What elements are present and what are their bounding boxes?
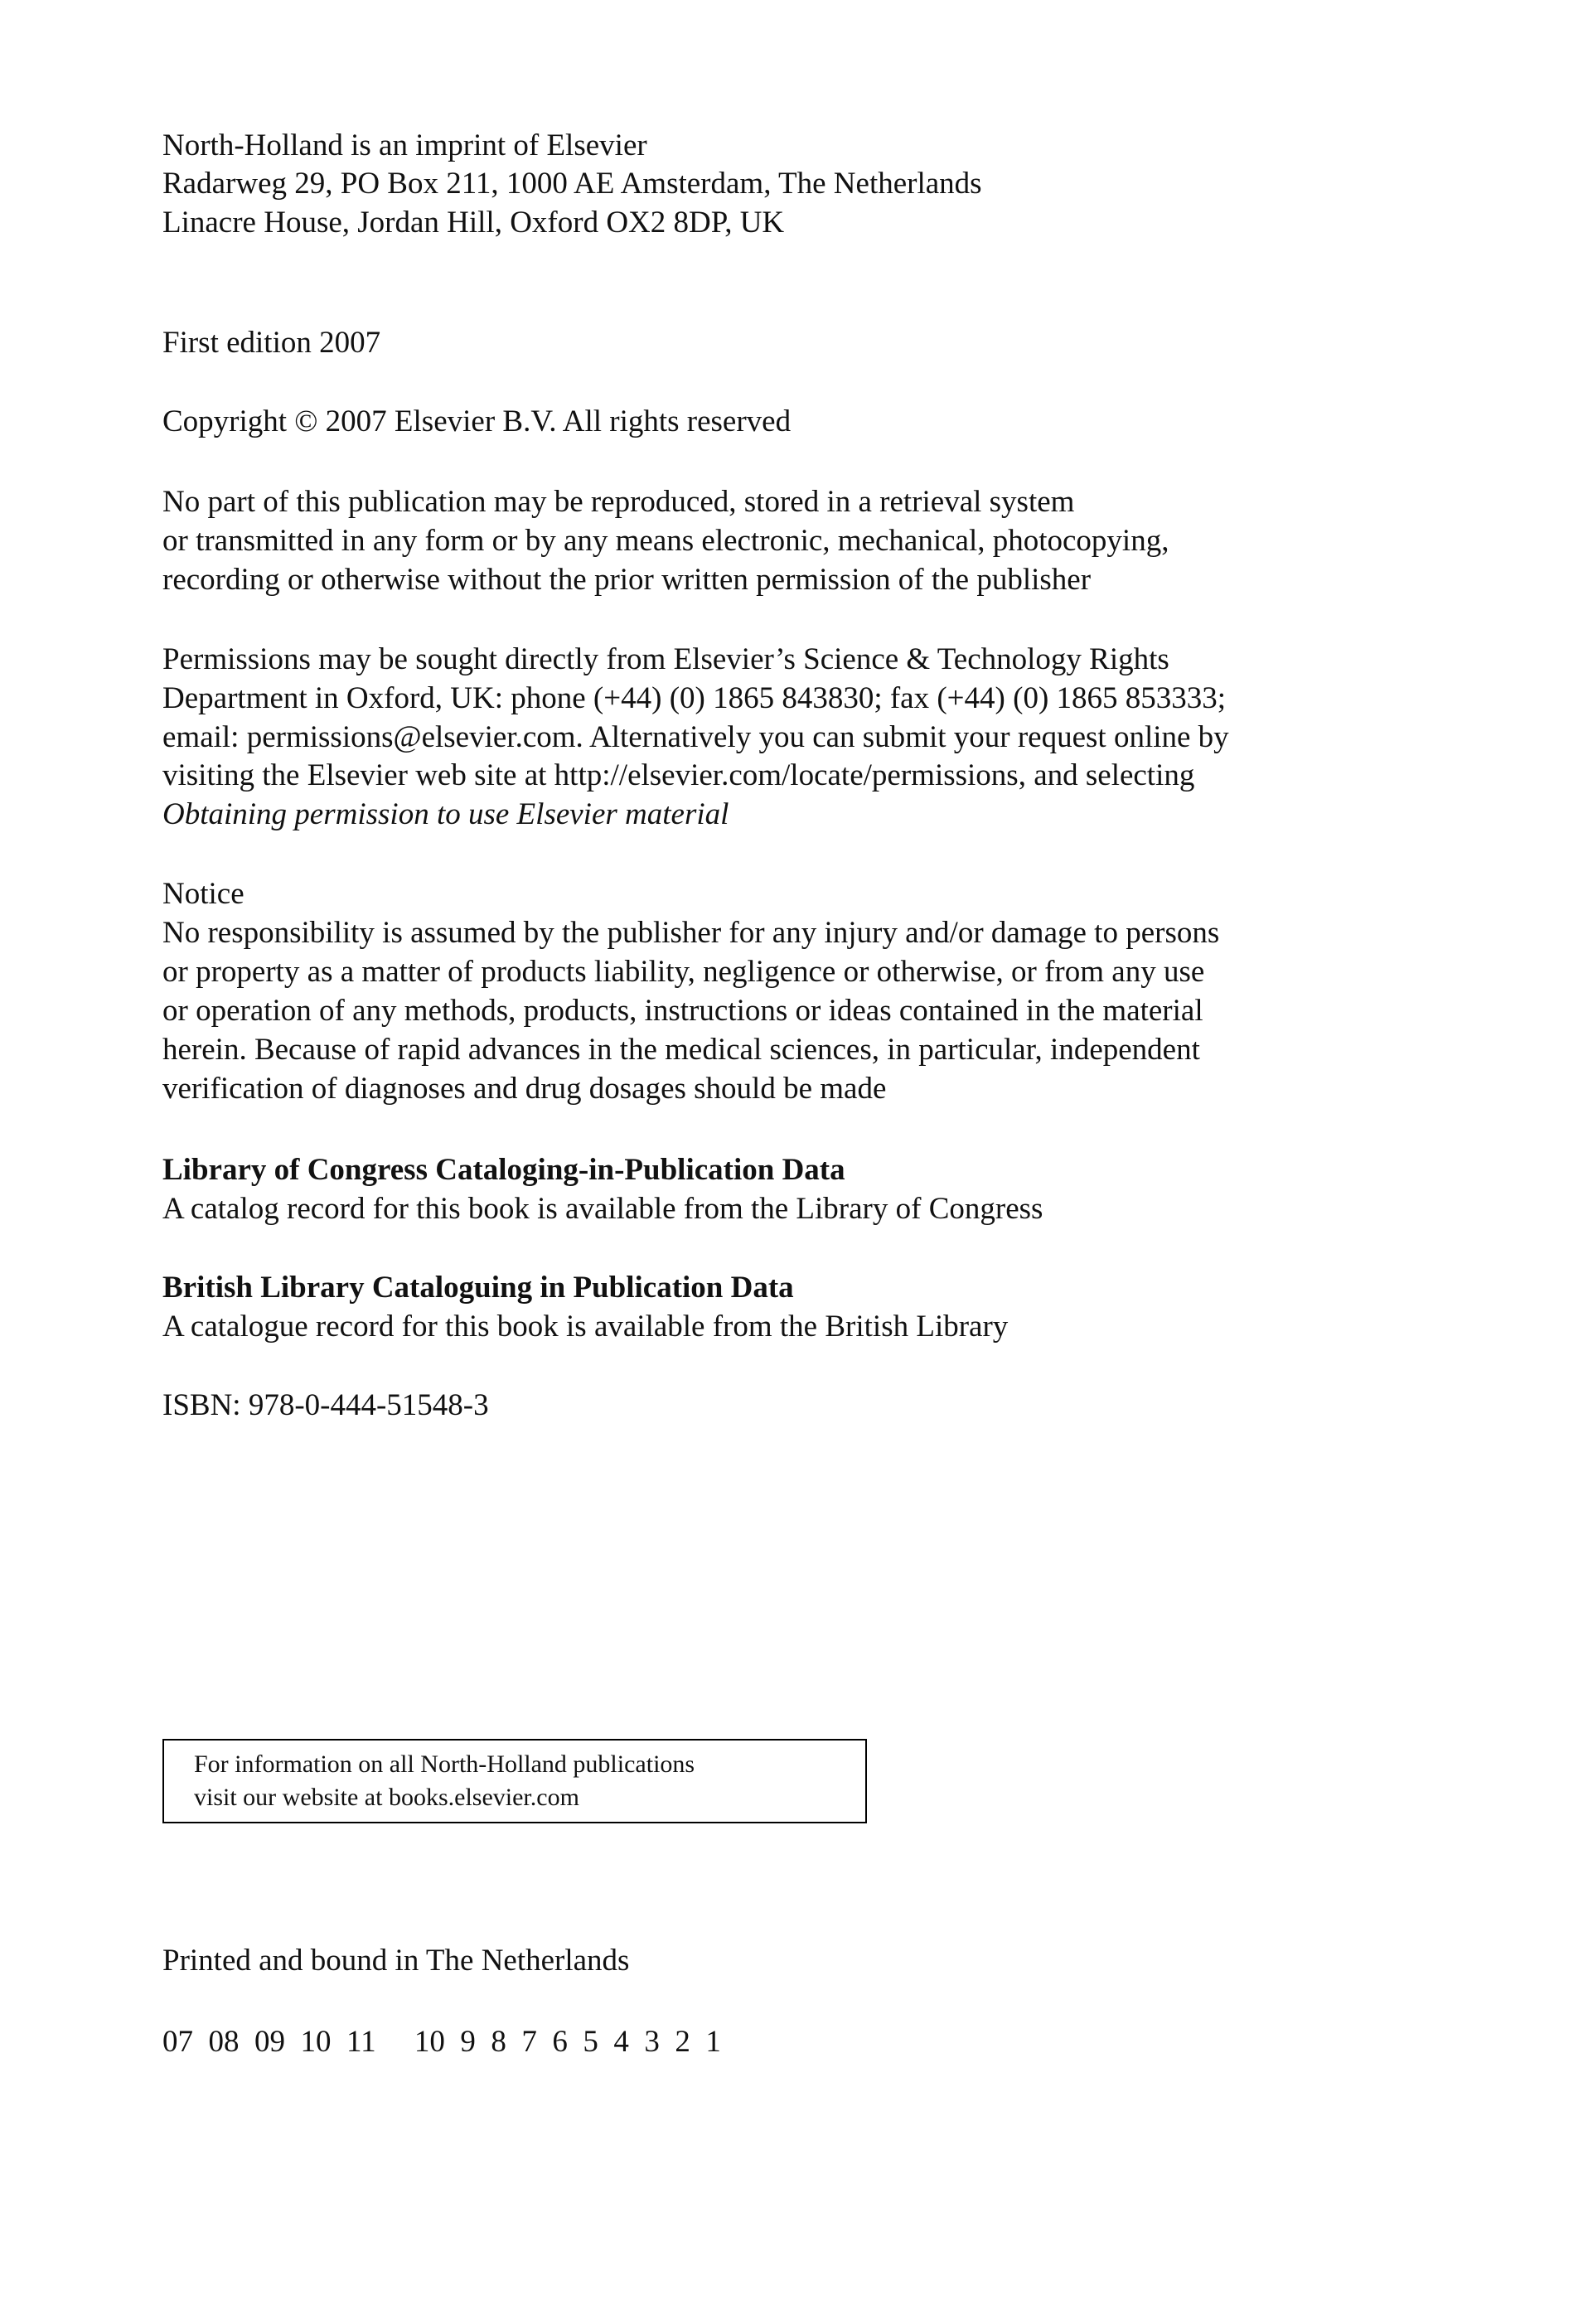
imprint-statement: North-Holland is an imprint of Elsevier (162, 128, 647, 162)
copyright-statement: Copyright © 2007 Elsevier B.V. All rights reserved (162, 404, 792, 438)
notice-heading: Notice (162, 877, 244, 911)
info-box (162, 1739, 867, 1823)
loc-heading: Library of Congress Cataloging-in-Publication Data (162, 1153, 845, 1187)
loc-text: A catalog record for this book is available from the Library of Congress (162, 1192, 1043, 1226)
permissions-line: visiting the Elsevier web site at http://elsevier.com/locate/permissions, and selecting (162, 758, 1195, 792)
reproduction-line: No part of this publication may be reproduced, stored in a retrieval system (162, 485, 1075, 519)
notice-line: herein. Because of rapid advances in the medical sciences, in particular, independent (162, 1033, 1200, 1067)
notice-line: or property as a matter of products liability, negligence or otherwise, or from any use (162, 955, 1205, 989)
edition-statement: First edition 2007 (162, 326, 381, 360)
permissions-line: Permissions may be sought directly from Elsevier’s Science & Technology Rights (162, 642, 1169, 676)
reproduction-line: or transmitted in any form or by any means electronic, mechanical, photocopying, (162, 524, 1169, 558)
permissions-line: email: permissions@elsevier.com. Alternatively you can submit your request online by (162, 720, 1229, 754)
bl-text: A catalogue record for this book is available from the British Library (162, 1310, 1009, 1344)
notice-line: verification of diagnoses and drug dosages should be made (162, 1072, 887, 1106)
notice-line: No responsibility is assumed by the publisher for any injury and/or damage to persons (162, 916, 1220, 950)
oxford-address: Linacre House, Jordan Hill, Oxford OX2 8DP, UK (162, 206, 785, 240)
permissions-italic-line: Obtaining permission to use Elsevier material (162, 797, 729, 831)
printed-statement: Printed and bound in The Netherlands (162, 1944, 630, 1978)
bl-heading: British Library Cataloguing in Publication Data (162, 1271, 794, 1305)
print-line: 07 08 09 10 11 10 9 8 7 6 5 4 3 2 1 (162, 2025, 721, 2059)
notice-line: or operation of any methods, products, instructions or ideas contained in the material (162, 994, 1203, 1028)
info-box-line: visit our website at books.elsevier.com (194, 1784, 579, 1811)
info-box-line: For information on all North-Holland publications (194, 1750, 695, 1778)
permissions-line: Department in Oxford, UK: phone (+44) (0) 1865 843830; fax (+44) (0) 1865 853333; (162, 681, 1227, 715)
isbn: ISBN: 978-0-444-51548-3 (162, 1388, 489, 1422)
amsterdam-address: Radarweg 29, PO Box 211, 1000 AE Amsterdam, The Netherlands (162, 167, 982, 201)
reproduction-line: recording or otherwise without the prior written permission of the publisher (162, 563, 1092, 597)
